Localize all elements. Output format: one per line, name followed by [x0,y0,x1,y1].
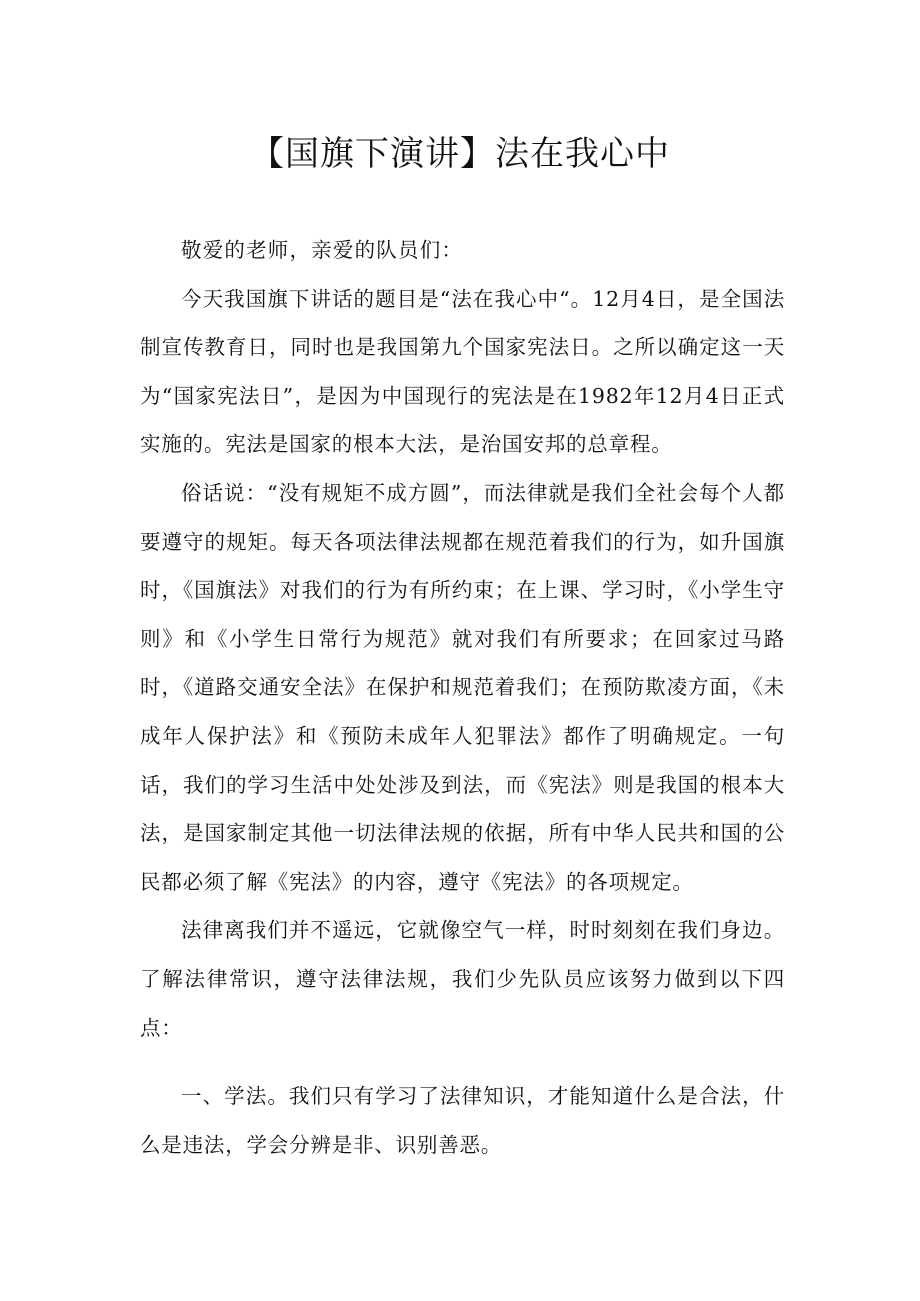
document-body [140,226,785,1169]
body-paragraph: 一、学法。我们只有学习了法律知识，才能知道什么是合法，什么是违法，学会分辨是非、识别善恶。 [140,1084,785,1157]
document-title: 【国旗下演讲】法在我心中 [250,134,670,174]
salutation-paragraph: 敬爱的老师，亲爱的队员们： [181,238,464,262]
body-paragraph: 今天我国旗下讲话的题目是“法在我心中“。12月4日，是全国法制宣传教育日，同时也是我国第九个国家宪法日。之所以确定这一天为“国家宪法日”，是因为中国现行的宪法是在1982年12月4日正式实施的。宪法是国家的根本大法，是治国安邦的总章程。 [140,286,785,457]
body-paragraph: 俗话说：“没有规矩不成方圆”，而法律就是我们全社会每个人都要遵守的规矩。每天各项法律法规都在规范着我们的行为，如升国旗时，《国旗法》对我们的行为有所约束；在上课、学习时，《小学生守则》和《小学生日常行为规范》就对我们有所要求；在回家过马路时，《道路交通安全法》在保护和规范着我们；在预防欺凌方面，《未成年人保护法》和《预防未成年人犯罪法》都作了明确规定。一句话，我们的学习生活中处处涉及到法，而《宪法》则是我国的根本大法，是国家制定其他一切法律法规的依据，所有中华人民共和国的公民都必须了解《宪法》的内容，遵守《宪法》的各项规定。 [140,480,785,894]
body-paragraph: 法律离我们并不遥远，它就像空气一样，时时刻刻在我们身边。了解法律常识，遵守法律法规，我们少先队员应该努力做到以下四点： [140,918,785,1040]
